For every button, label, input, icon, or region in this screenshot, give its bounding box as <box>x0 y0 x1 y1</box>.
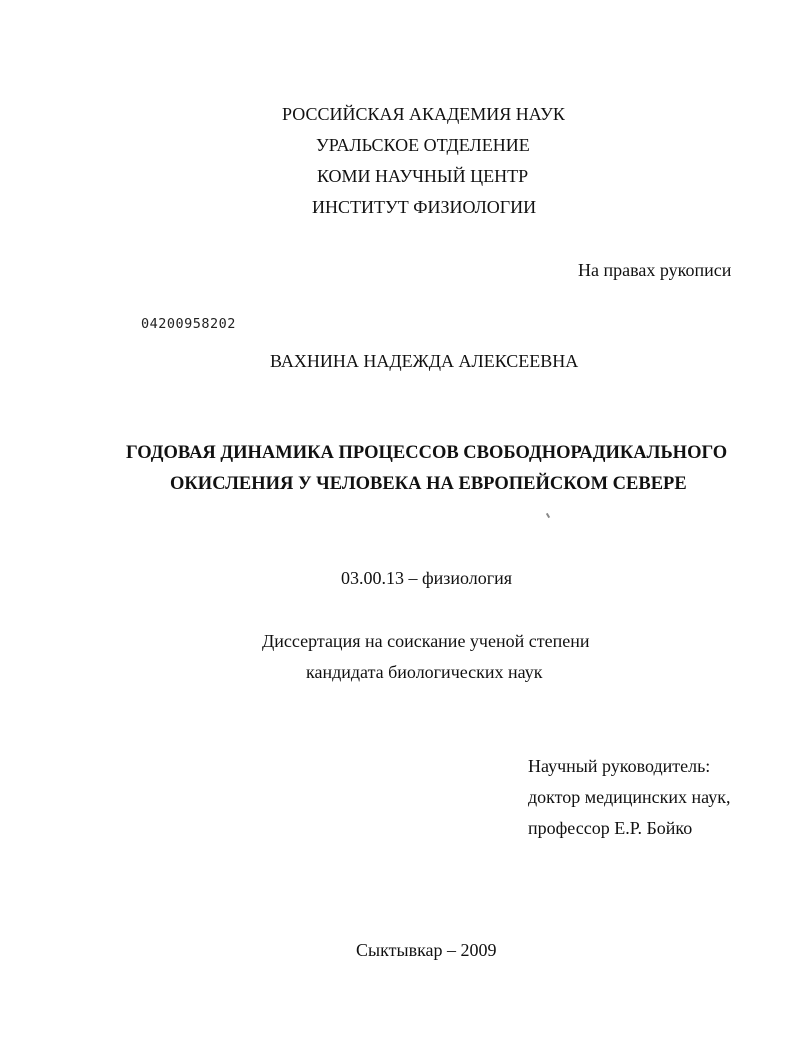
academy-name: РОССИЙСКАЯ АКАДЕМИЯ НАУК <box>282 104 565 124</box>
dissertation-title-line-2: ОКИСЛЕНИЯ У ЧЕЛОВЕКА НА ЕВРОПЕЙСКОМ СЕВЕРЕ <box>170 474 687 494</box>
scan-speck <box>546 513 550 518</box>
registration-number-stamp: 04200958202 <box>141 316 236 332</box>
manuscript-note: На правах рукописи <box>578 260 732 280</box>
supervisor-name: профессор Е.Р. Бойко <box>528 818 693 838</box>
branch-name: УРАЛЬСКОЕ ОТДЕЛЕНИЕ <box>316 135 530 155</box>
city-year: Сыктывкар – 2009 <box>356 940 497 960</box>
degree-line-1: Диссертация на соискание ученой степени <box>262 631 590 651</box>
specialty-code: 03.00.13 – физиология <box>341 568 513 588</box>
institute-name: ИНСТИТУТ ФИЗИОЛОГИИ <box>312 197 537 217</box>
supervisor-label: Научный руководитель: <box>528 756 711 776</box>
author-name: ВАХНИНА НАДЕЖДА АЛЕКСЕЕВНА <box>270 351 579 371</box>
supervisor-degree: доктор медицинских наук, <box>528 787 731 807</box>
center-name: КОМИ НАУЧНЫЙ ЦЕНТР <box>317 166 529 186</box>
degree-line-2: кандидата биологических наук <box>306 662 543 682</box>
dissertation-title-line-1: ГОДОВАЯ ДИНАМИКА ПРОЦЕССОВ СВОБОДНОРАДИКАЛЬНОГО <box>126 443 728 463</box>
